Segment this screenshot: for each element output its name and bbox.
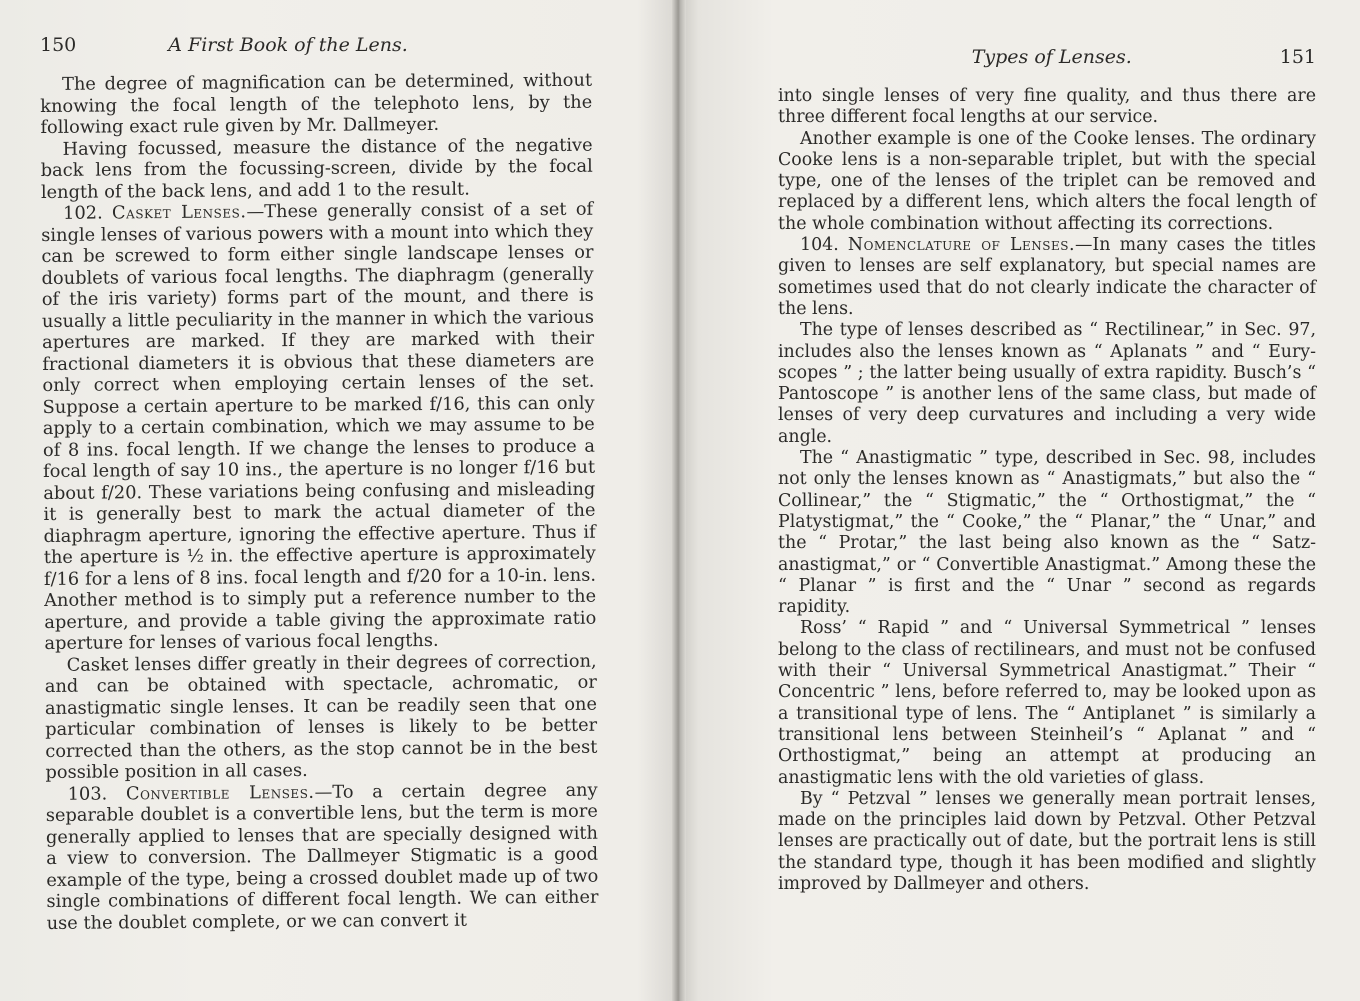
paragraph	[778, 235, 1316, 320]
paragraph	[41, 134, 593, 203]
right-page-text	[778, 86, 1316, 895]
left-page	[0, 0, 678, 1001]
paragraph-text: Ross’ “ Rapid ” and “ Universal Symmetrical ” lenses belong to the class of rectilinears, and must not be confused with their “ Universal Symmetrical Anastigmat.” Their “ Concentric ” lens, before referred to, may be looked upon as a transitional type of lens. The “ Antiplanet ” is similarly a transitional lens between Steinheil’s “ Aplanat ” and “ Orthostigmat,” being an attempt at producing an anastigmatic lens with the old varieties of glass.	[778, 618, 1316, 788]
paragraph	[46, 779, 599, 934]
paragraph-text: Another example is one of the Cooke lenses. The ordinary Cooke lens is a non-separable triplet, but with the special type, one of the lenses of the triplet can be removed and replaced by a different lens, which alters the focal length of the whole combination without affecting its corrections.	[778, 128, 1316, 234]
paragraph	[778, 320, 1316, 448]
paragraph	[778, 618, 1316, 788]
paragraph-text: —To a certain degree any separable doublet is a convertible lens, but the term is more generally applied to lenses that are specially designed with a view to conversion. The Dallmeyer Stigmatic is a good example of the type, being a crossed doublet made up of two single combinations of different focal length. We can either use the doublet complete, or we can convert it	[45, 779, 599, 934]
section-heading: Casket Lenses.	[111, 201, 247, 224]
page-number: 150	[40, 34, 77, 56]
paragraph	[778, 86, 1316, 129]
running-title: Types of Lenses.	[971, 46, 1132, 68]
paragraph	[778, 448, 1316, 618]
paragraph-text: The degree of magnification can be determined, without knowing the focal length of the telephoto lens, by the following exact rule given by Mr. Dallmeyer.	[40, 69, 593, 138]
paragraph	[778, 129, 1316, 235]
right-page-header	[778, 46, 1316, 76]
paragraph	[778, 789, 1316, 895]
paragraph-text: Casket lenses differ greatly in their degrees of correction, and can be obtained with spectacle, achromatic, or anastigmatic single lenses. It can be readily seen that one particular combination of lenses is likely to be better corrected than the others, as the stop cannot be in the best possible position in all cases.	[44, 650, 598, 783]
left-page-text	[40, 70, 599, 934]
paragraph-text: into single lenses of very fine quality, and thus there are three different focal lengths at our service.	[778, 86, 1316, 128]
left-page-header	[40, 34, 592, 64]
paragraph-text: Having focussed, measure the distance of the negative back lens from the focussing-screen, divide by the focal length of the back lens, and add 1 to the result.	[40, 134, 593, 203]
page-number: 151	[1279, 46, 1316, 68]
paragraph-text: —These generally consist of a set of single lenses of various powers with a mount into which they can be screwed to form either single landscape lenses or doublets of various focal lengths. The diaphragm (generally of the iris variety) forms part of the mount, and there is usually a little peculiarity in the manner in which the various apertures are marked. If they are marked with their fractional diameters it is obvious that these diameters are only correct when employing certain lenses of the set. Suppose a certain aperture to be marked f/16, this can only apply to a certain combination, which we may assume to be of 8 ins. focal length. If we change the lenses to produce a focal length of say 10 ins., the aperture is no longer f/16 but about f/20. These variations being confusing and misleading it is generally best to mark the actual diameter of the diaphragm aperture, ignoring the effective aperture. Thus if the aperture is ½ in. the effective aperture is approximately f/16 for a lens of 8 ins. focal length and f/20 for a 10-in. lens. Another method is to simply put a reference number to the aperture, and provide a table giving the approximate ratio aperture for lenses of various focal lengths.	[41, 198, 597, 654]
section-heading: Convertible Lenses.	[125, 781, 315, 804]
section-number: 102.	[63, 202, 103, 224]
paragraph	[41, 199, 597, 655]
right-page	[678, 0, 1360, 1001]
paragraph-text: —In many cases the titles given to lenses are self explanatory, but special names are sometimes used that do not clearly indicate the character of the lens.	[778, 235, 1316, 319]
section-heading: Nomenclature of Lenses.	[847, 235, 1076, 256]
running-title: A First Book of the Lens.	[168, 34, 408, 56]
paragraph	[40, 70, 592, 139]
book-gutter	[672, 0, 686, 1001]
paragraph-text: The type of lenses described as “ Rectilinear,” in Sec. 97, includes also the lenses known as “ Aplanats ” and “ Eury-scopes ” ; the latter being usually of extra rapidity. Busch’s “ Pantoscope ” is another lens of the same class, but made of lenses of very deep curvatures and including a very wide angle.	[778, 320, 1316, 447]
section-number: 104.	[800, 235, 839, 256]
section-number: 103.	[67, 782, 108, 805]
paragraph-text: By “ Petzval ” lenses we generally mean portrait lenses, made on the principles laid down by Petzval. Other Petzval lenses are practically out of date, but the portrait lens is still the standard type, though it has been modified and slightly improved by Dallmeyer and others.	[778, 788, 1316, 894]
paragraph	[45, 650, 598, 783]
paragraph-text: The “ Anastigmatic ” type, described in Sec. 98, includes not only the lenses known as “ Anastigmats,” but also the “ Collinear,” the “ Stigmatic,” the “ Orthostigmat,” the “ Platystigmat,” the “ Cooke,” the “ Planar,” the “ Unar,” and the “ Protar,” the last being also known as the “ Satz-anastigmat,” or “ Convertible Anastigmat.” Among these the “ Planar ” is first and the “ Unar ” second as regards rapidity.	[778, 448, 1316, 618]
